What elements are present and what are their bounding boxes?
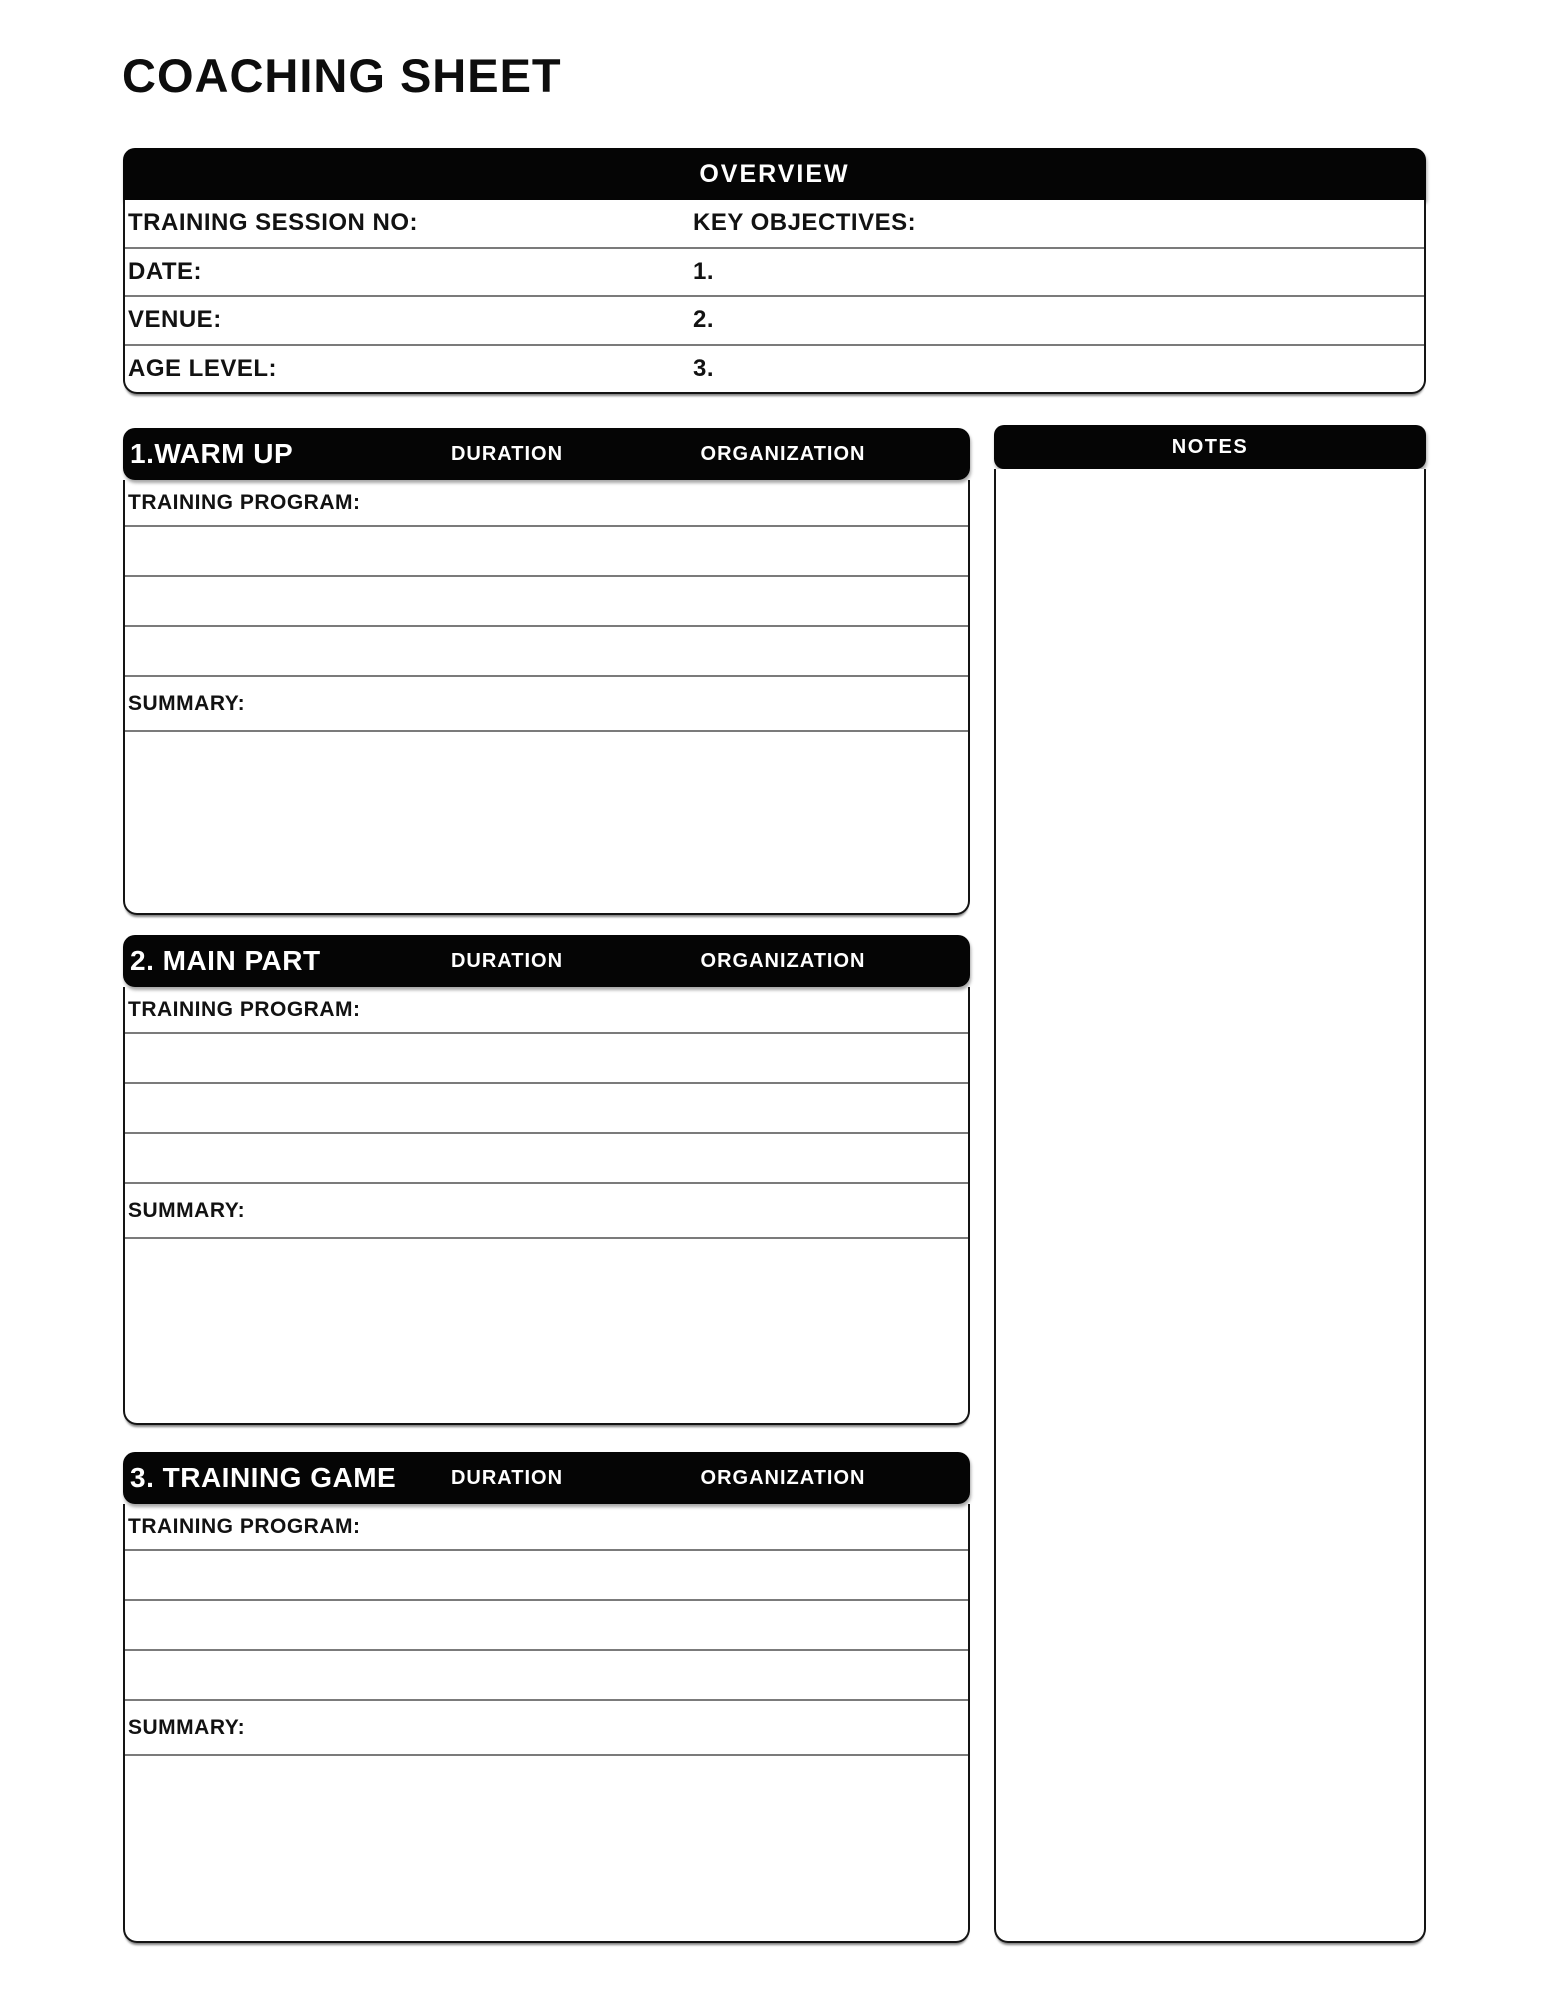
overview-row-age-level[interactable] [125,346,1424,393]
training-session-no-label: TRAINING SESSION NO: [128,209,419,237]
section-main-part [123,935,970,1425]
warm-up-title: 1.WARM UP [130,438,294,469]
training-game-program-line-3[interactable] [125,1651,968,1701]
notes-header: NOTES [994,425,1426,469]
training-game-title: 3. TRAINING GAME [130,1462,397,1493]
main-part-training-program-label: TRAINING PROGRAM: [128,997,361,1021]
main-part-summary-label: SUMMARY: [128,1198,246,1222]
warm-up-summary-row[interactable] [125,677,968,732]
training-game-summary-label: SUMMARY: [128,1715,246,1739]
training-game-body [123,1504,970,1943]
date-label: DATE: [128,257,203,285]
warm-up-header-bar [123,428,970,480]
main-part-summary-area[interactable] [125,1239,968,1423]
warm-up-organization-label: ORGANIZATION [700,442,866,465]
warm-up-summary-area[interactable] [125,732,968,913]
overview-header: OVERVIEW [123,148,1426,200]
overview-row-date[interactable] [125,249,1424,298]
notes-area[interactable] [994,469,1426,1943]
age-level-label: AGE LEVEL: [128,354,278,382]
training-game-duration-label: DURATION [450,1466,564,1489]
main-part-duration-label: DURATION [450,949,564,972]
warm-up-program-line-3[interactable] [125,627,968,677]
overview-row-venue[interactable] [125,297,1424,346]
overview-table [123,200,1426,394]
main-part-training-program-row[interactable] [125,987,968,1034]
section-training-game [123,1452,970,1943]
objective-2-label: 2. [693,306,715,334]
training-game-program-line-2[interactable] [125,1601,968,1651]
warm-up-duration-label: DURATION [450,442,564,465]
key-objectives-label: KEY OBJECTIVES: [693,209,917,237]
venue-label: VENUE: [128,306,222,334]
warm-up-summary-label: SUMMARY: [128,691,246,715]
objective-3-label: 3. [693,354,715,382]
main-part-body [123,987,970,1425]
warm-up-program-line-1[interactable] [125,527,968,577]
main-part-header-bar [123,935,970,987]
training-game-summary-area[interactable] [125,1756,968,1941]
warm-up-training-program-label: TRAINING PROGRAM: [128,490,361,514]
main-part-program-line-2[interactable] [125,1084,968,1134]
training-game-training-program-label: TRAINING PROGRAM: [128,1514,361,1538]
training-game-training-program-row[interactable] [125,1504,968,1551]
warm-up-body [123,480,970,915]
overview-row-session[interactable] [125,200,1424,249]
warm-up-program-line-2[interactable] [125,577,968,627]
training-game-organization-label: ORGANIZATION [700,1466,866,1489]
objective-1-label: 1. [693,257,715,285]
section-warm-up [123,428,970,915]
training-game-header-bar [123,1452,970,1504]
main-part-program-line-3[interactable] [125,1134,968,1184]
main-part-title: 2. MAIN PART [130,945,321,976]
warm-up-training-program-row[interactable] [125,480,968,527]
overview-panel [123,148,1426,394]
main-part-summary-row[interactable] [125,1184,968,1239]
main-part-organization-label: ORGANIZATION [700,949,866,972]
main-part-program-line-1[interactable] [125,1034,968,1084]
training-game-summary-row[interactable] [125,1701,968,1756]
notes-panel [994,425,1426,1943]
page-title: COACHING SHEET [122,49,562,102]
training-game-program-line-1[interactable] [125,1551,968,1601]
